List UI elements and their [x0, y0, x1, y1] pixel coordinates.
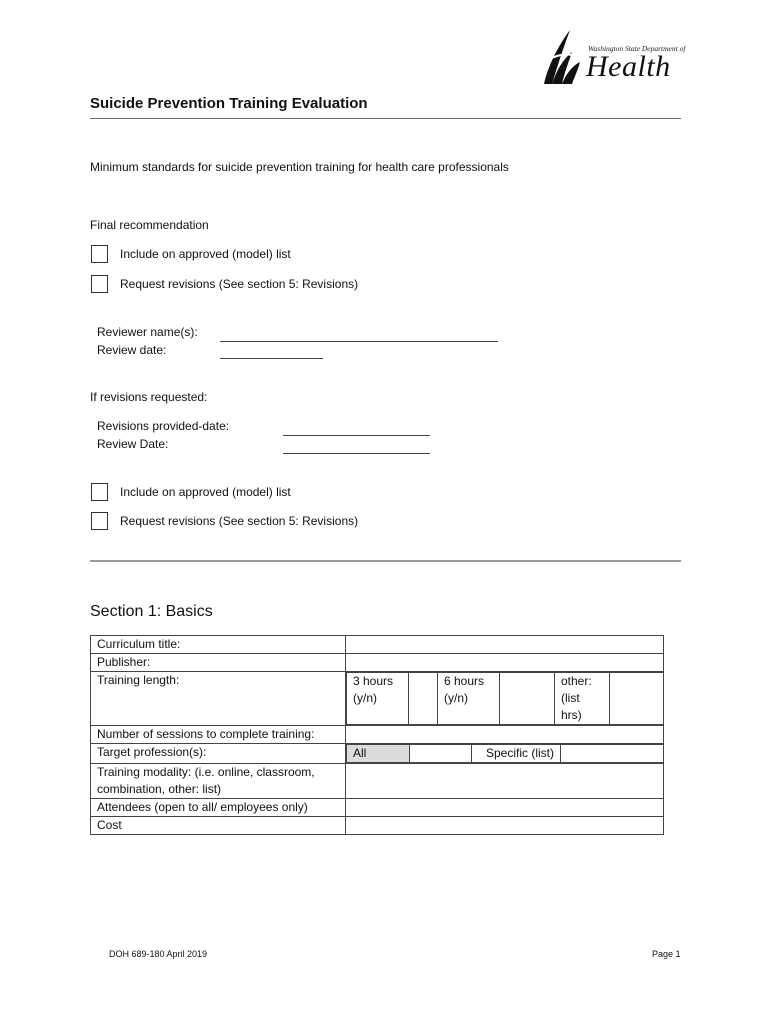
six-hours-field[interactable]	[500, 673, 555, 725]
training-modality-label: Training modality: (i.e. online, classroom, combination, other: list)	[91, 764, 346, 799]
curriculum-title-field[interactable]	[346, 636, 664, 654]
section-divider	[90, 560, 681, 562]
basics-table	[90, 635, 664, 835]
target-profession-options	[346, 744, 664, 764]
table-row	[91, 744, 664, 764]
table-row	[91, 654, 664, 672]
curriculum-title-label: Curriculum title:	[91, 636, 346, 654]
target-all-field[interactable]	[410, 745, 472, 763]
page-number: Page 1	[652, 949, 681, 959]
table-row	[91, 636, 664, 654]
six-hours-label: 6 hours (y/n)	[438, 673, 500, 725]
logo-health-text: Health	[586, 50, 671, 83]
request-revisions-label: Request revisions (See section 5: Revisions)	[120, 277, 359, 291]
revision-review-date-field[interactable]	[283, 453, 430, 454]
three-hours-label: 3 hours (y/n)	[347, 673, 409, 725]
training-length-options	[346, 672, 664, 726]
reviewer-name-field[interactable]	[220, 341, 498, 342]
revisions-requested-label: If revisions requested:	[90, 390, 208, 404]
page-title: Suicide Prevention Training Evaluation	[90, 95, 368, 112]
section-1-title: Section 1: Basics	[90, 603, 213, 620]
table-row	[91, 817, 664, 835]
include-list-checkbox[interactable]	[91, 245, 108, 263]
publisher-label: Publisher:	[91, 654, 346, 672]
title-rule	[90, 118, 681, 119]
intro-text: Minimum standards for suicide prevention training for health care professionals	[90, 160, 509, 174]
revision-include-list-label: Include on approved (model) list	[120, 485, 291, 499]
revision-request-revisions-checkbox[interactable]	[91, 512, 108, 530]
review-date-label: Review date:	[97, 343, 167, 357]
revision-include-list-checkbox[interactable]	[91, 483, 108, 501]
revisions-provided-label: Revisions provided-date:	[97, 419, 230, 433]
final-recommendation-label: Final recommendation	[90, 218, 209, 232]
target-specific-field[interactable]	[561, 745, 664, 763]
training-modality-field[interactable]	[346, 764, 664, 799]
table-row	[91, 764, 664, 799]
target-all-option[interactable]: All	[347, 745, 410, 763]
target-profession-label: Target profession(s):	[91, 744, 346, 764]
publisher-field[interactable]	[346, 654, 664, 672]
target-specific-option[interactable]: Specific (list)	[472, 745, 561, 763]
table-row	[91, 799, 664, 817]
three-hours-field[interactable]	[409, 673, 438, 725]
revisions-provided-field[interactable]	[283, 435, 430, 436]
other-hours-label: other: (list hrs)	[555, 673, 610, 725]
table-row	[91, 672, 664, 726]
request-revisions-checkbox[interactable]	[91, 275, 108, 293]
revision-request-revisions-label: Request revisions (See section 5: Revisions)	[120, 514, 359, 528]
reviewer-name-label: Reviewer name(s):	[97, 325, 198, 339]
logo-agency-text: Washington State Department of	[588, 44, 686, 53]
sessions-label: Number of sessions to complete training:	[91, 726, 346, 744]
sessions-field[interactable]	[346, 726, 664, 744]
cost-field[interactable]	[346, 817, 664, 835]
review-date-field[interactable]	[220, 358, 323, 359]
attendees-field[interactable]	[346, 799, 664, 817]
other-hours-field[interactable]	[610, 673, 664, 725]
doc-id: DOH 689-180 April 2019	[109, 949, 208, 959]
table-row	[91, 726, 664, 744]
revision-review-date-label: Review Date:	[97, 437, 169, 451]
attendees-label: Attendees (open to all/ employees only)	[91, 799, 346, 817]
include-list-label: Include on approved (model) list	[120, 247, 291, 261]
cost-label: Cost	[91, 817, 346, 835]
training-length-label: Training length:	[91, 672, 346, 726]
